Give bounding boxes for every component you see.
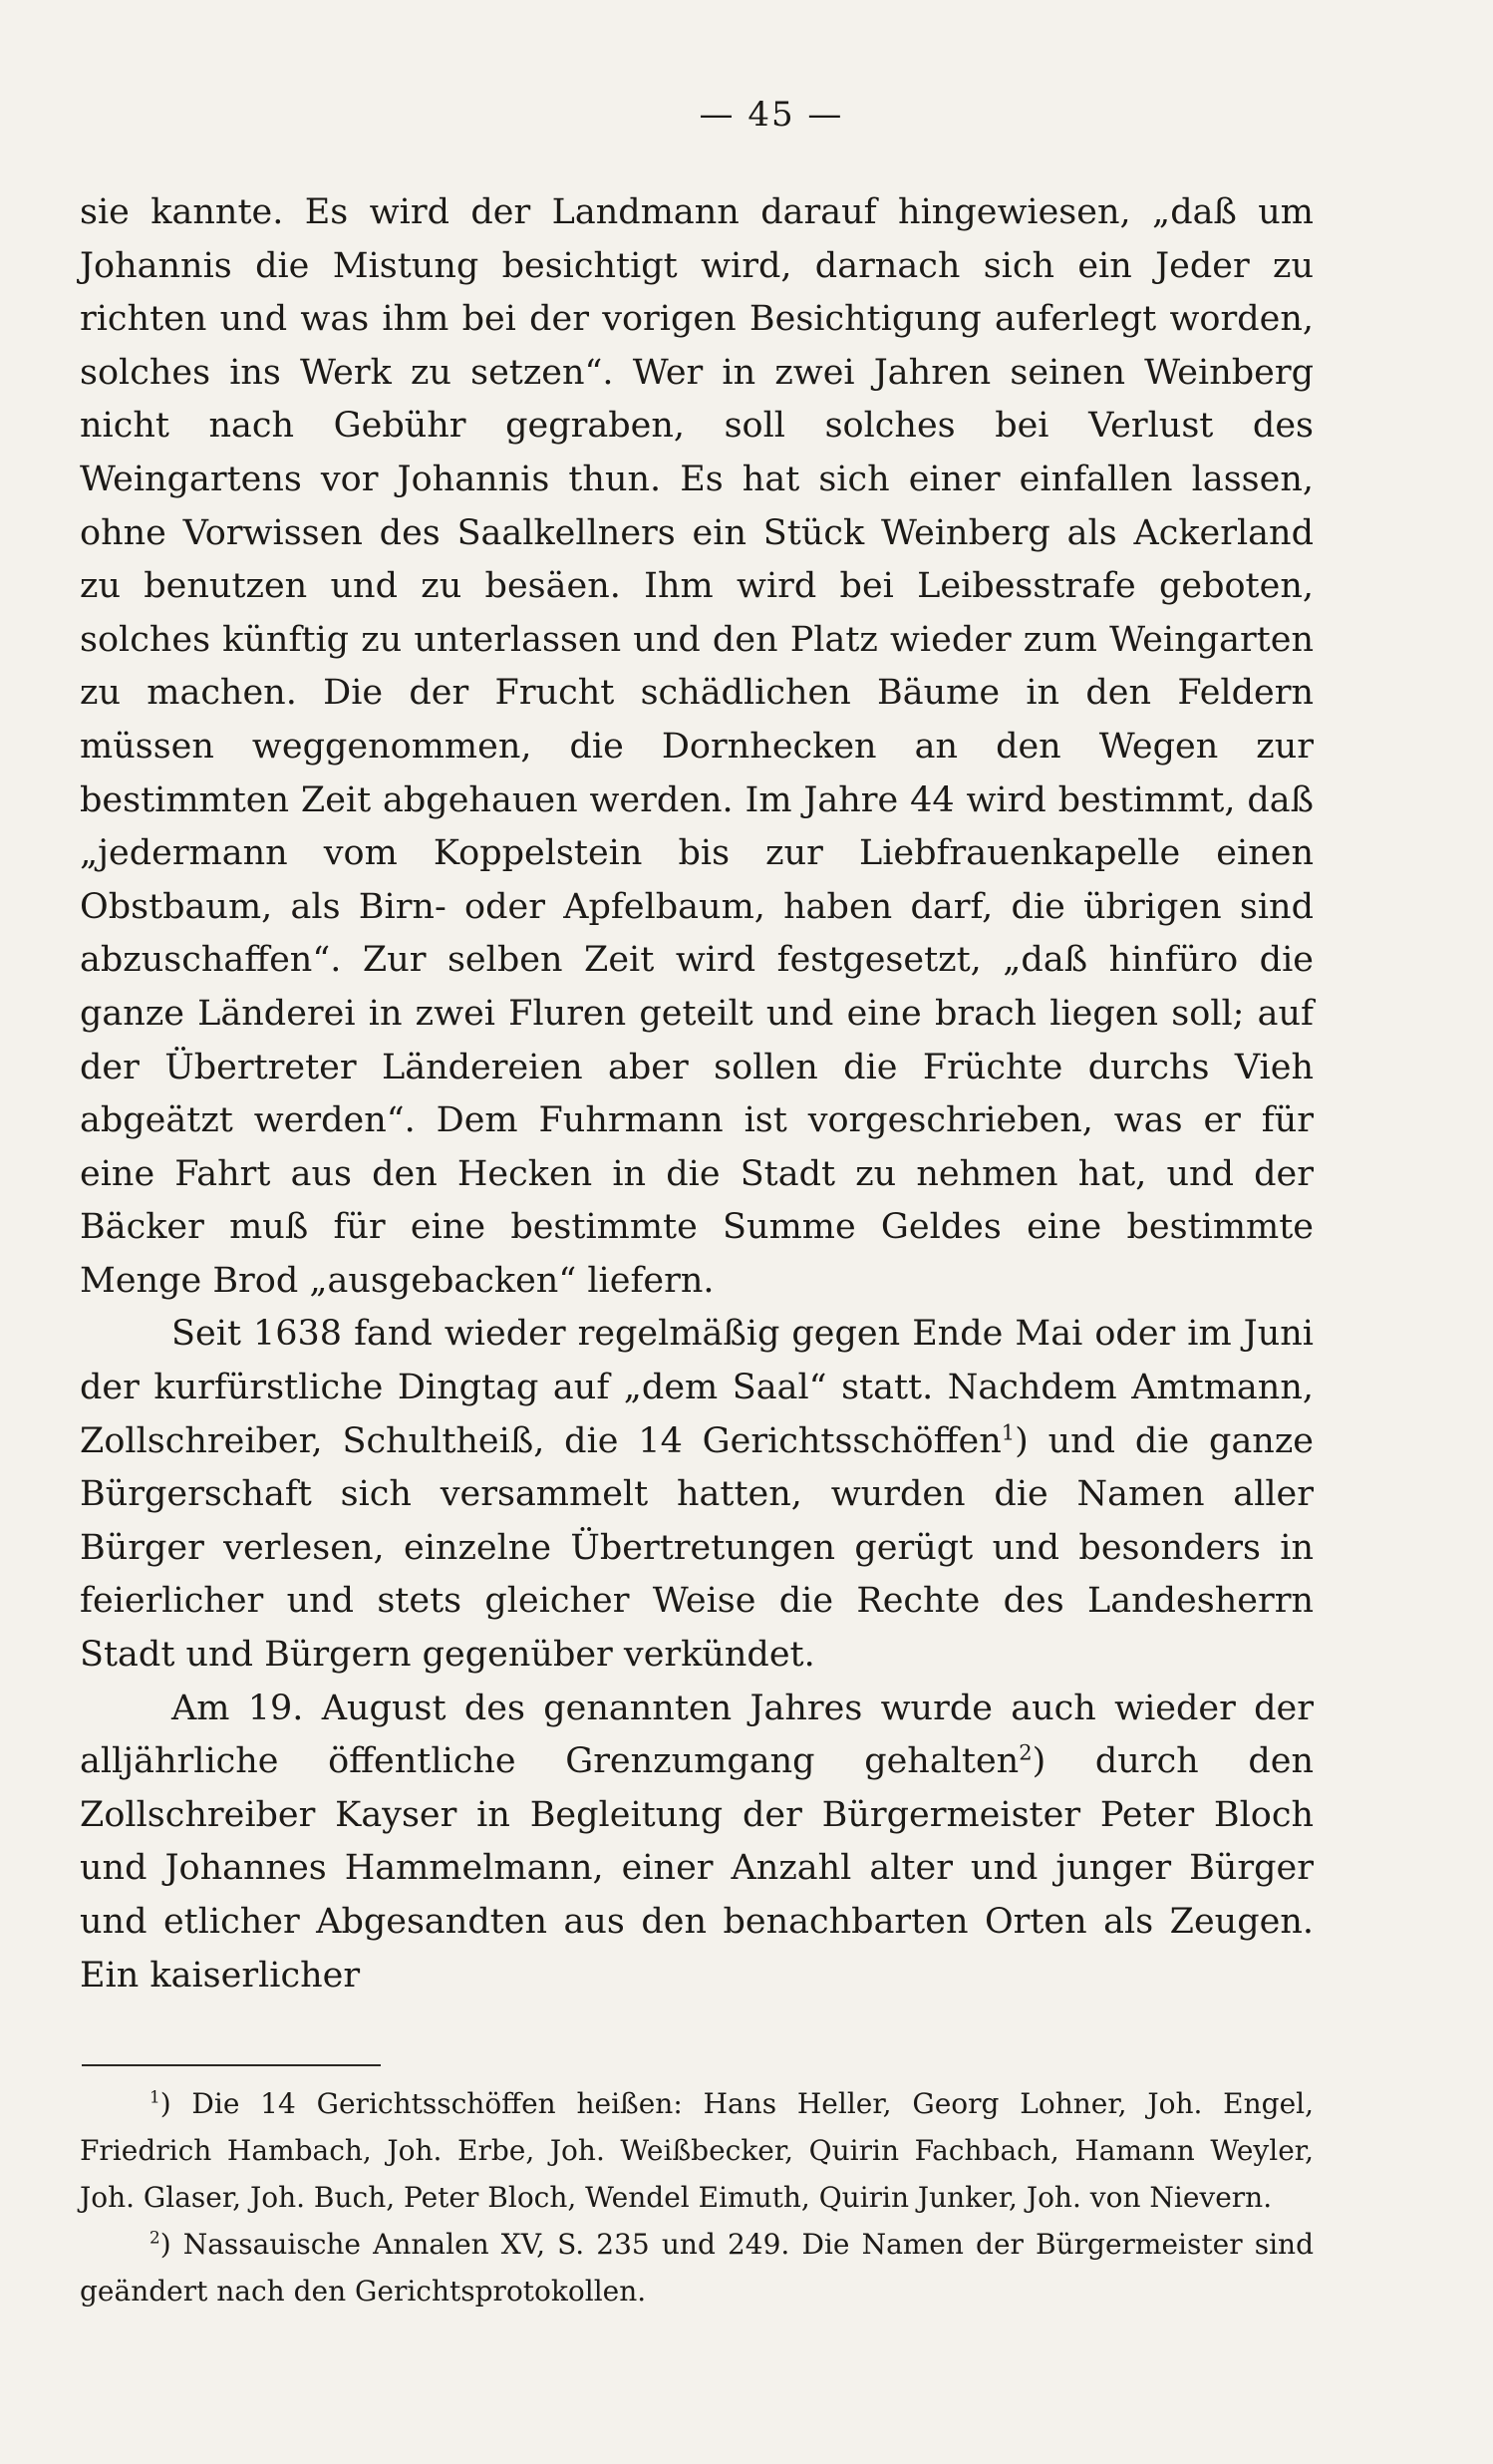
paragraph-3-part-2: ) durch den Zollschreiber Kayser in Begleitung der Bürgermeister Peter Bloch und Johannes Hammelmann, einer Anzahl alter und junger Bürger und etlicher Abgesandten aus den benachbarten Orten als Zeugen. Ein kaiserlicher [80, 1741, 1314, 1996]
footnote-1 [80, 2080, 1314, 2221]
footnote-marker-2[interactable]: 2 [1019, 1740, 1033, 1765]
footnote-2 [80, 2221, 1314, 2314]
paragraph-3-part-1: Am 19. August des genannten Jahres wurde auch wieder der alljährliche öffentliche Grenzumgang gehalten [80, 1688, 1314, 1782]
paragraph-2-part-1: Seit 1638 fand wieder regelmäßig gegen Ende Mai oder im Juni der kurfürstliche Dingtag auf „dem Saal“ statt. Nachdem Amtmann, Zollschreiber, Schultheiß, die 14 Gerichtsschöffen [80, 1314, 1314, 1461]
footnote-1-text: ) Die 14 Gerichtsschöffen heißen: Hans Heller, Georg Lohner, Joh. Engel, Friedrich Hambach, Joh. Erbe, Joh. Weißbecker, Quirin Fachbach, Hamann Weyler, Joh. Glaser, Joh. Buch, Peter Bloch, Wendel Eimuth, Quirin Junker, Joh. von Nievern. [80, 2087, 1314, 2215]
footnotes [80, 2080, 1314, 2314]
paragraph-3 [80, 1683, 1314, 2003]
footnote-2-number: 2 [149, 2227, 160, 2248]
paragraph-1: sie kannte. Es wird der Landmann darauf hingewiesen, „daß um Johannis die Mistung besichtigt wird, darnach sich ein Jeder zu richten und was ihm bei der vorigen Besichtigung auferlegt worden, solches ins Werk zu setzen“. Wer in zwei Jahren seinen Weinberg nicht nach Gebühr gegraben, soll solches bei Verlust des Weingartens vor Johannis thun. Es hat sich einer einfallen lassen, ohne Vorwissen des Saalkellners ein Stück Weinberg als Ackerland zu benutzen und zu besäen. Ihm wird bei Leibesstrafe geboten, solches künftig zu unterlassen und den Platz wieder zum Weingarten zu machen. Die der Frucht schädlichen Bäume in den Feldern müssen weggenommen, die Dornhecken an den Wegen zur bestimmten Zeit abgehauen werden. Im Jahre 44 wird bestimmt, daß „jedermann vom Koppelstein bis zur Liebfrauenkapelle einen Obstbaum, als Birn- oder Apfelbaum, haben darf, die übrigen sind abzuschaffen“. Zur selben Zeit wird festgesetzt, „daß hinfüro die ganze Länderei in zwei Fluren geteilt und eine brach liegen soll; auf der Übertreter Ländereien aber sollen die Früchte durchs Vieh abgeätzt werden“. Dem Fuhrmann ist vorgeschrieben, was er für eine Fahrt aus den Hecken in die Stadt zu nehmen hat, und der Bäcker muß für eine bestimmte Summe Geldes eine bestimmte Menge Brod „ausgebacken“ liefern. [80, 192, 1314, 1301]
footnote-2-text: ) Nassauische Annalen XV, S. 235 und 249. Die Namen der Bürgermeister sind geändert nach den Gerichtsprotokollen. [80, 2228, 1314, 2309]
paragraph-2-part-2: ) und die ganze Bürgerschaft sich versammelt hatten, wurden die Namen aller Bürger verlesen, einzelne Übertretungen gerügt und besonders in feierlicher und stets gleicher Weise die Rechte des Landesherrn Stadt und Bürgern gegenüber verkündet. [80, 1420, 1315, 1676]
page-number: — 45 — [699, 95, 844, 135]
footnote-1-number: 1 [149, 2086, 160, 2107]
footnote-divider [82, 2064, 381, 2066]
main-text [80, 186, 1314, 2002]
paragraph-2 [80, 1308, 1314, 1682]
footnote-marker-1[interactable]: 1 [1001, 1420, 1016, 1444]
